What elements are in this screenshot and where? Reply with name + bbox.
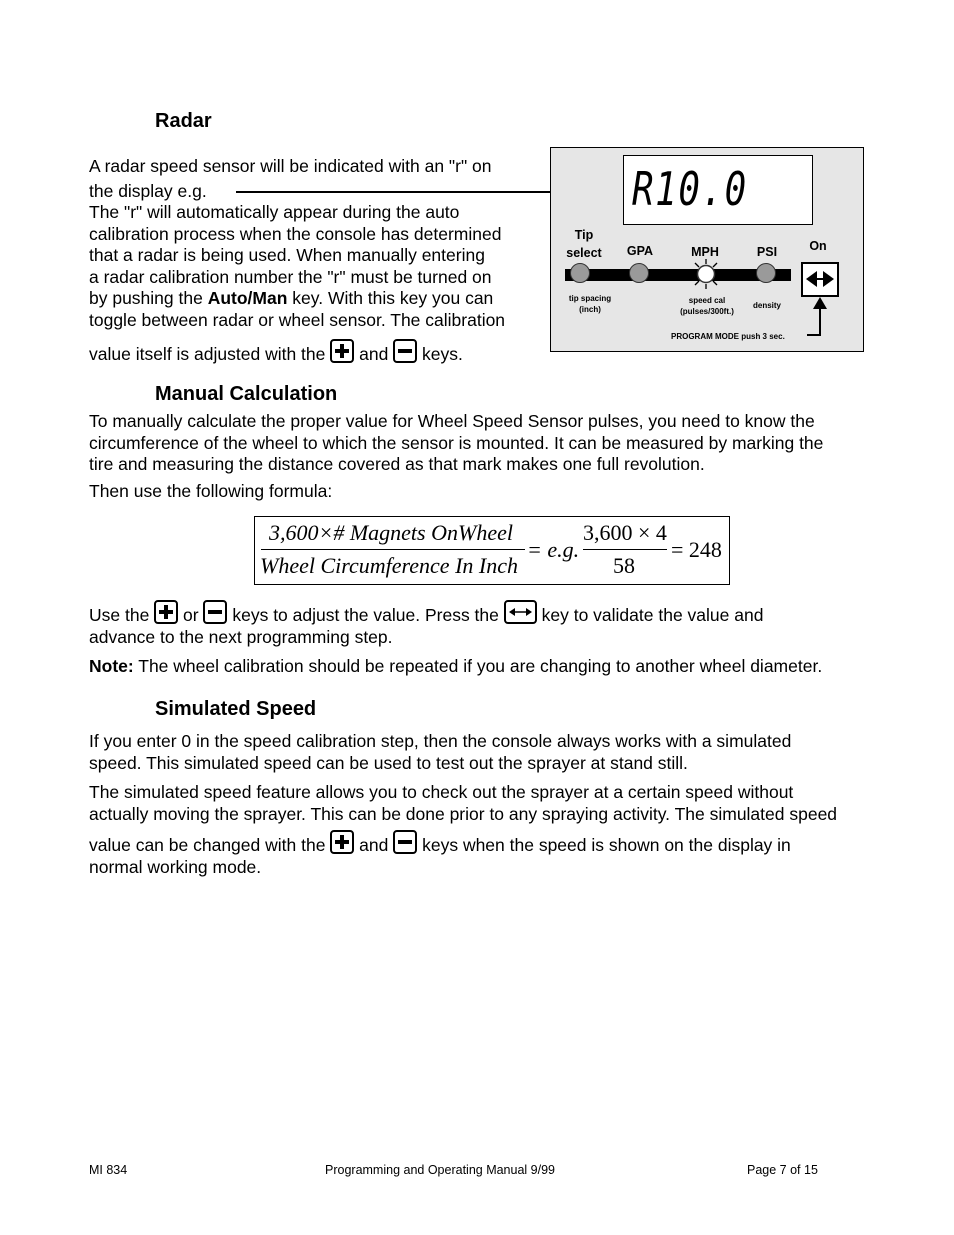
note-line xyxy=(89,656,909,678)
formula-box xyxy=(254,516,730,585)
text: by pushing the xyxy=(89,288,208,308)
density-sublabel: density xyxy=(752,301,781,310)
manual-paragraph xyxy=(89,411,909,502)
text: key. With this key you can xyxy=(287,288,494,308)
plus-key-icon xyxy=(154,600,178,624)
radar-line: calibration process when the console has determined xyxy=(89,223,502,244)
text-line xyxy=(89,830,909,857)
text-line: actually moving the sprayer. This can be done prior to any spraying activity. The simulated speed xyxy=(89,803,838,824)
text: Use the xyxy=(89,605,155,625)
formula-eg: = e.g. xyxy=(527,537,580,562)
text: value itself is adjusted with the xyxy=(89,344,331,364)
radar-line: A radar speed sensor will be indicated with an "r" on xyxy=(89,156,492,176)
tip-select-label xyxy=(564,226,604,262)
label-text: (pulses/300ft.) xyxy=(680,307,734,316)
text-line: advance to the next programming step. xyxy=(89,626,393,647)
note-text: The wheel calibration should be repeated if you are changing to another wheel diameter. xyxy=(133,656,823,676)
plus-key-icon xyxy=(330,339,354,363)
plus-key-icon xyxy=(330,830,354,854)
on-enter-key xyxy=(801,262,839,297)
text: keys when the speed is shown on the display in xyxy=(417,835,791,855)
tip-spacing-sublabel xyxy=(560,293,620,315)
formula-result: = 248 xyxy=(671,537,722,562)
formula-denominator: Wheel Circumference In Inch xyxy=(260,553,518,578)
minus-key-icon xyxy=(203,600,227,624)
display-readout: R10.0 xyxy=(632,162,748,216)
up-arrow-icon xyxy=(807,296,829,340)
tip-select-indicator xyxy=(570,263,590,283)
text: value can be changed with the xyxy=(89,835,331,855)
console-display xyxy=(623,155,813,225)
speed-cal-sublabel xyxy=(669,295,745,317)
minus-key-icon xyxy=(393,830,417,854)
text: and xyxy=(354,835,394,855)
label-text: Tip xyxy=(574,228,594,242)
text: and xyxy=(354,344,394,364)
fraction-bar xyxy=(261,549,525,550)
text-line: The simulated speed feature allows you to check out the sprayer at a certain speed without xyxy=(89,782,794,802)
text: keys. xyxy=(417,344,463,364)
text-line xyxy=(89,600,909,627)
label-text: select xyxy=(566,246,602,260)
minus-key-icon xyxy=(393,339,417,363)
auto-man-key-label: Auto/Man xyxy=(207,288,288,308)
text-line: tire and measuring the distance covered as that mark makes one full revolution. xyxy=(89,454,705,474)
psi-label: PSI xyxy=(756,245,778,259)
radar-line: that a radar is being used. When manually entering xyxy=(89,245,485,265)
radar-line xyxy=(89,339,549,366)
formula-numerator: 3,600×# Magnets OnWheel xyxy=(269,520,513,545)
simulated-speed-heading: Simulated Speed xyxy=(155,698,317,720)
text: key to validate the value and xyxy=(536,605,764,625)
use-keys-paragraph xyxy=(89,600,909,678)
text-line: normal working mode. xyxy=(89,856,262,877)
text-line: To manually calculate the proper value for Wheel Speed Sensor pulses, you need to know the xyxy=(89,411,815,431)
text-line: circumference of the wheel to which the sensor is mounted. It can be measured by marking the xyxy=(89,432,824,453)
text: keys to adjust the value. Press the xyxy=(227,605,504,625)
radar-heading: Radar xyxy=(155,110,212,132)
text-line: speed. This simulated speed can be used to test out the sprayer at stand still. xyxy=(89,752,688,773)
manual-calculation-heading: Manual Calculation xyxy=(155,383,338,405)
simulated-paragraph xyxy=(89,731,909,878)
fraction-bar xyxy=(583,549,667,550)
on-label: On xyxy=(809,239,827,253)
radar-line: the display e.g. xyxy=(89,180,207,201)
enter-key-icon xyxy=(504,600,537,624)
radar-line: toggle between radar or wheel sensor. The calibration xyxy=(89,309,506,330)
footer-title: Programming and Operating Manual 9/99 xyxy=(325,1163,555,1177)
label-text: tip spacing xyxy=(568,294,612,303)
radar-line: The "r" will automatically appear during the auto xyxy=(89,202,460,222)
program-mode-label: PROGRAM MODE push 3 sec. xyxy=(671,332,785,341)
footer-doc-id: MI 834 xyxy=(89,1163,128,1177)
mph-label: MPH xyxy=(691,245,719,259)
psi-indicator xyxy=(756,263,776,283)
gpa-label: GPA xyxy=(626,244,654,258)
text-line: Then use the following formula: xyxy=(89,480,333,501)
example-numerator: 3,600 × 4 xyxy=(583,520,667,545)
label-text: speed cal xyxy=(688,296,726,305)
gpa-indicator xyxy=(629,263,649,283)
double-arrow-icon xyxy=(803,264,837,295)
label-text: (inch) xyxy=(579,305,601,314)
radar-line: a radar calibration number the "r" must be turned on xyxy=(89,266,492,287)
note-label: Note: xyxy=(89,656,134,676)
example-denominator: 58 xyxy=(613,553,635,578)
text: or xyxy=(178,605,204,625)
mph-indicator-lit-icon xyxy=(691,259,721,289)
radar-line xyxy=(89,288,549,310)
console-panel xyxy=(550,147,864,352)
text-line: If you enter 0 in the speed calibration step, then the console always works with a simulated xyxy=(89,731,792,751)
footer-page-number: Page 7 of 15 xyxy=(747,1163,818,1177)
